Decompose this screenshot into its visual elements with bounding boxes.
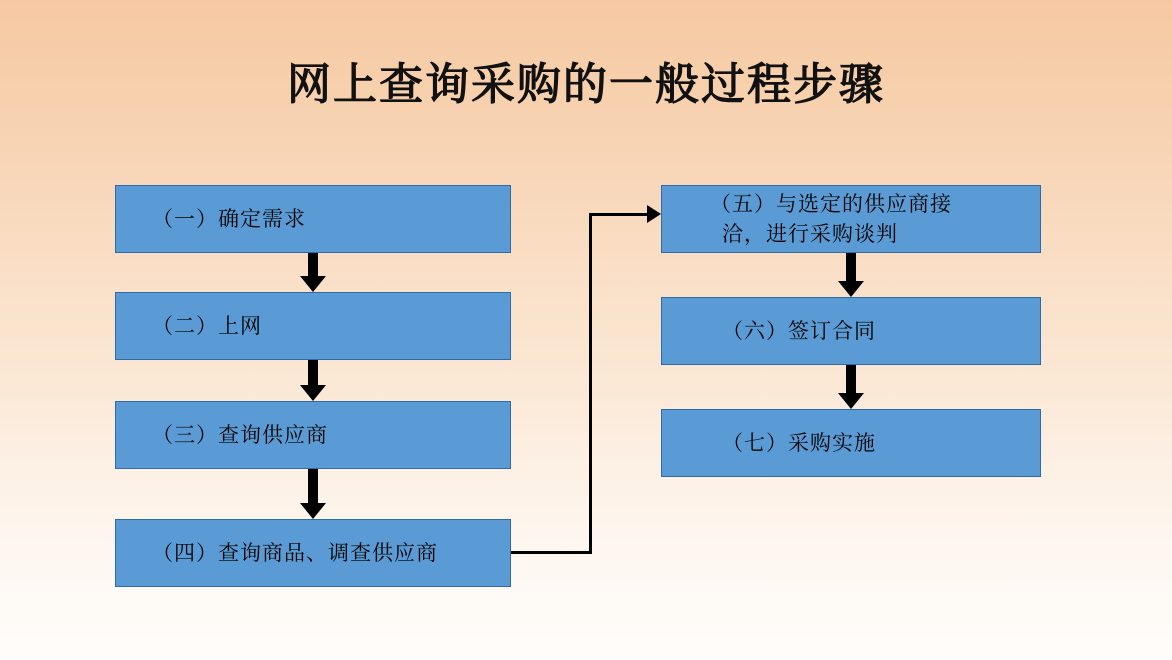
page-title: 网上查询采购的一般过程步骤 xyxy=(287,60,885,109)
flow-node-label: （三）查询供应商 xyxy=(152,422,328,447)
flow-node-label: （七）采购实施 xyxy=(722,430,876,455)
flow-node-label: （六）签订合同 xyxy=(722,318,876,343)
flow-node-label: （四）查询商品、调查供应商 xyxy=(152,540,438,565)
flow-node-label: （二）上网 xyxy=(152,313,262,338)
flow-node-label-line2: 洽，进行采购谈判 xyxy=(722,222,898,246)
flow-node-label-line1: （五）与选定的供应商接 xyxy=(710,191,952,216)
flow-node-label: （一）确定需求 xyxy=(152,206,306,231)
